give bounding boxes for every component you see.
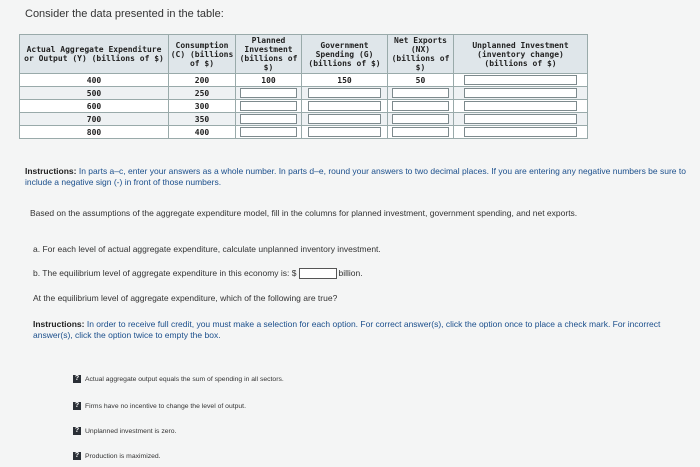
unplanned-investment-cell (454, 74, 588, 87)
option-label: Unplanned investment is zero. (85, 427, 177, 435)
part-a-text: a. For each level of actual aggregate expenditure, calculate unplanned inventory investment. (33, 244, 381, 254)
unplanned-investment-input[interactable] (464, 101, 578, 111)
table-row (20, 74, 588, 87)
planned-investment-input[interactable] (240, 127, 297, 137)
unplanned-investment-input[interactable] (464, 75, 578, 85)
col-header-net-exports: Net Exports (NX) (billions of $) (388, 35, 454, 74)
unplanned-investment-cell (454, 126, 588, 139)
instructions-label: Instructions: (33, 319, 85, 329)
planned-investment-input[interactable] (240, 101, 297, 111)
question-text: At the equilibrium level of aggregate expenditure, which of the following are true? (33, 293, 338, 303)
part-b-suffix: billion. (338, 268, 363, 278)
net-exports-input[interactable] (392, 88, 449, 98)
unplanned-investment-cell (454, 113, 588, 126)
option-item[interactable] (73, 402, 246, 410)
government-spending-input[interactable] (308, 101, 381, 111)
checkbox-icon[interactable]: ? (74, 452, 80, 459)
planned-investment-input[interactable] (240, 88, 297, 98)
data-table (19, 34, 588, 139)
net-exports-cell (388, 87, 454, 100)
consumption-cell: 200 (169, 74, 236, 87)
unplanned-investment-cell (454, 100, 588, 113)
output-cell: 600 (20, 100, 169, 113)
government-spending-cell: 150 (302, 74, 388, 87)
net-exports-cell: 50 (388, 74, 454, 87)
option-item[interactable] (73, 375, 284, 383)
instructions-selection (33, 319, 693, 341)
table-header-row (20, 35, 588, 74)
net-exports-cell (388, 126, 454, 139)
net-exports-cell (388, 113, 454, 126)
option-label: Firms have no incentive to change the level of output. (85, 402, 246, 410)
government-spending-cell (302, 113, 388, 126)
option-label: Production is maximized. (85, 452, 161, 460)
planned-investment-input[interactable] (240, 114, 297, 124)
government-spending-cell (302, 126, 388, 139)
planned-investment-cell (236, 113, 302, 126)
col-header-consumption: Consumption (C) (billions of $) (169, 35, 236, 74)
instructions-body: In order to receive full credit, you must make a selection for each option. For correct answer(s), click the option once to place a check mark. For incorrect answer(s), click the option twice to empty the box. (33, 319, 661, 340)
instructions-body: In parts a–c, enter your answers as a whole number. In parts d–e, round your answers to two decimal places. If you are entering any negative numbers be sure to include a negative sign (-) in front of those numbers. (25, 166, 686, 187)
consumption-cell: 300 (169, 100, 236, 113)
checkbox-icon[interactable]: ? (74, 375, 80, 382)
col-header-government-spending: Government Spending (G) (billions of $) (302, 35, 388, 74)
unplanned-investment-cell (454, 87, 588, 100)
equilibrium-input[interactable] (299, 268, 337, 279)
consumption-cell: 350 (169, 113, 236, 126)
consumption-cell: 400 (169, 126, 236, 139)
table-row (20, 113, 588, 126)
prompt-text: Consider the data presented in the table: (25, 8, 224, 20)
assumptions-text: Based on the assumptions of the aggregate expenditure model, fill in the columns for planned investment, government spending, and net exports. (30, 208, 578, 218)
government-spending-cell (302, 100, 388, 113)
col-header-output: Actual Aggregate Expenditure or Output (Y) (billions of $) (20, 35, 169, 74)
planned-investment-cell (236, 87, 302, 100)
option-item[interactable] (73, 452, 161, 460)
table-row (20, 87, 588, 100)
instructions-label: Instructions: (25, 166, 77, 176)
unplanned-investment-input[interactable] (464, 114, 578, 124)
government-spending-input[interactable] (308, 114, 381, 124)
planned-investment-cell: 100 (236, 74, 302, 87)
net-exports-input[interactable] (392, 127, 449, 137)
output-cell: 700 (20, 113, 169, 126)
net-exports-input[interactable] (392, 114, 449, 124)
output-cell: 400 (20, 74, 169, 87)
option-item[interactable] (73, 427, 176, 435)
net-exports-input[interactable] (392, 101, 449, 111)
checkbox-icon[interactable]: ? (74, 402, 80, 409)
consumption-cell: 250 (169, 87, 236, 100)
instructions-rounding (25, 166, 690, 188)
government-spending-cell (302, 87, 388, 100)
part-b-prefix: b. The equilibrium level of aggregate expenditure in this economy is: $ (33, 268, 297, 278)
checkbox-icon[interactable]: ? (74, 427, 80, 434)
table-row (20, 126, 588, 139)
col-header-unplanned-investment: Unplanned Investment (inventory change) (billions of $) (454, 35, 588, 74)
planned-investment-cell (236, 126, 302, 139)
part-b-row (33, 268, 673, 279)
net-exports-cell (388, 100, 454, 113)
output-cell: 500 (20, 87, 169, 100)
planned-investment-cell (236, 100, 302, 113)
option-label: Actual aggregate output equals the sum of spending in all sectors. (85, 375, 284, 383)
government-spending-input[interactable] (308, 127, 381, 137)
col-header-planned-investment: Planned Investment (billions of $) (236, 35, 302, 74)
government-spending-input[interactable] (308, 88, 381, 98)
table-row (20, 100, 588, 113)
output-cell: 800 (20, 126, 169, 139)
unplanned-investment-input[interactable] (464, 127, 578, 137)
unplanned-investment-input[interactable] (464, 88, 578, 98)
